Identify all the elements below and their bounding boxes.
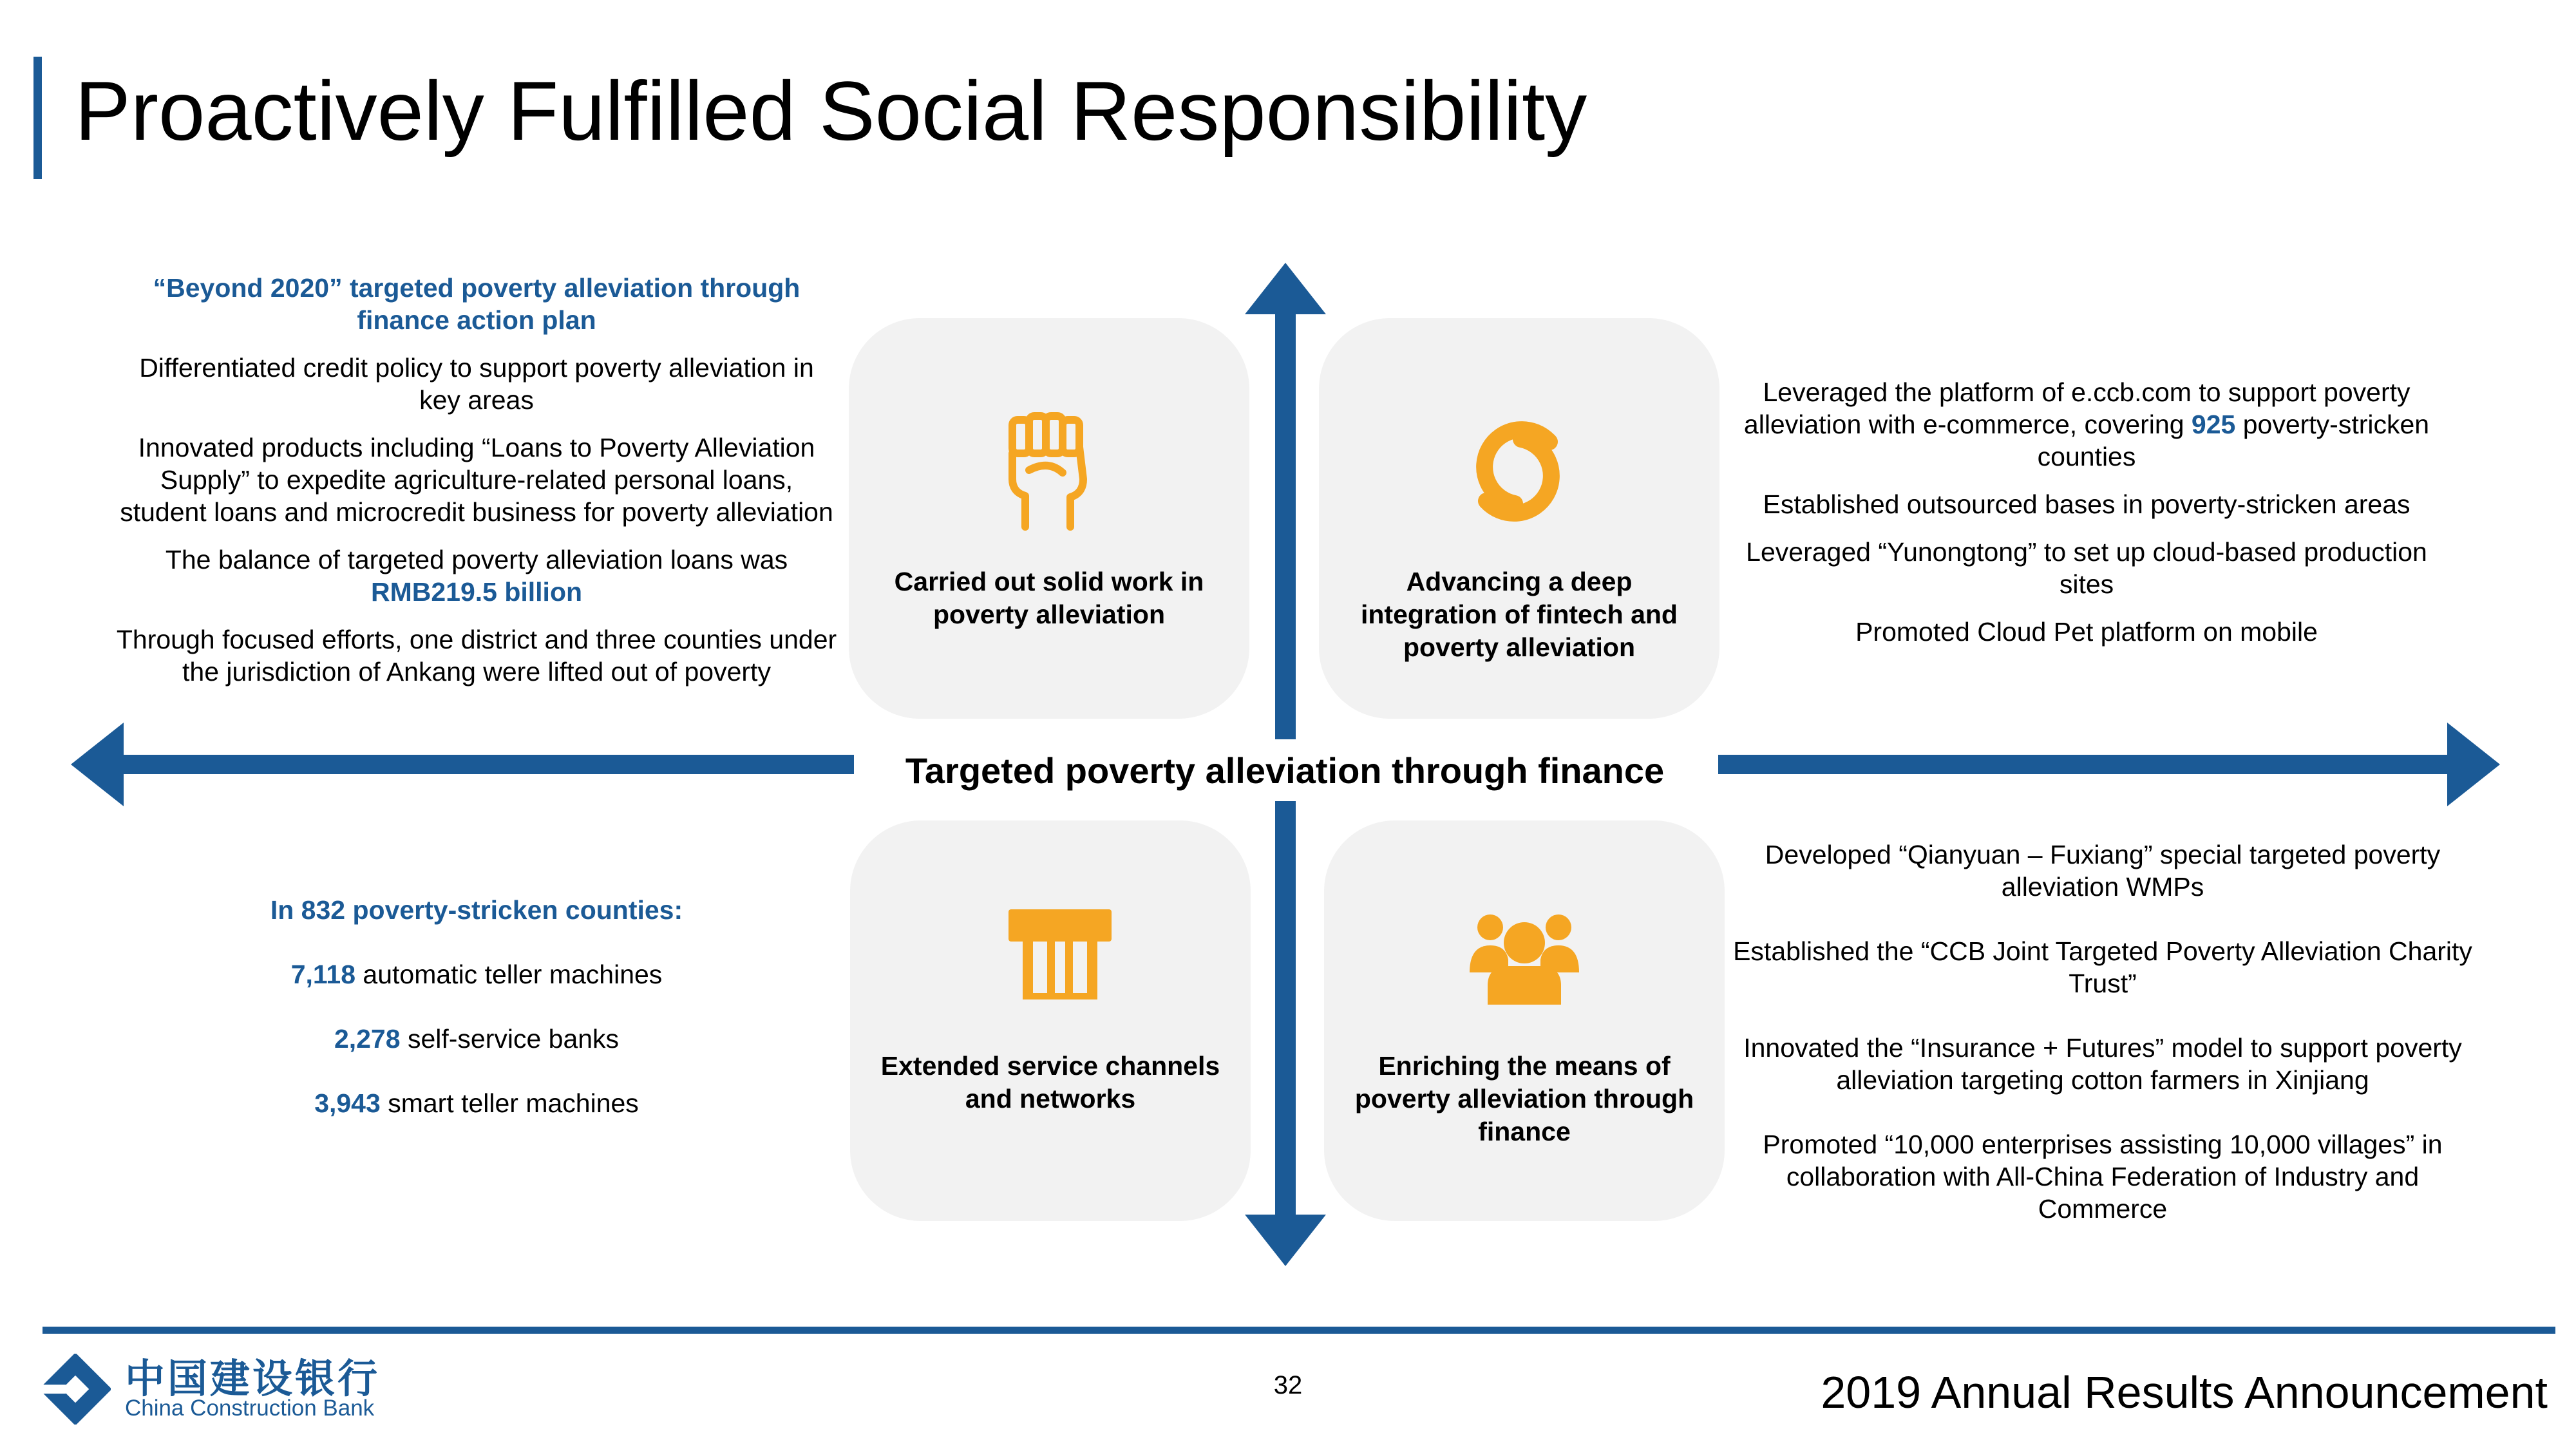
br-item-4: Promoted “10,000 enterprises assisting 10,000 villages” in collaboration with All-China Federation of Industry and Commerce [1763,1130,2443,1224]
group-icon [1470,908,1579,1005]
tr-item-1-pre: Leveraged the platform of e.ccb.com to support poverty alleviation with e-commerce, covering [1743,377,2410,439]
logo-chinese-name: 中国建设银行 [125,1355,381,1402]
bl-stm-value: 3,943 [314,1088,381,1118]
card-tl-label: Carried out solid work in poverty alleviation [894,567,1204,629]
tr-item-2: Established outsourced bases in poverty-stricken areas [1763,489,2410,519]
card-tr-label: Advancing a deep integration of fintech and poverty alleviation [1361,567,1678,662]
fist-icon [1003,408,1094,531]
tr-item-4: Promoted Cloud Pet platform on mobile [1855,617,2318,647]
ccb-logo-icon [40,1354,111,1425]
tr-item-3: Leveraged “Yunongtong” to set up cloud-based production sites [1746,537,2427,599]
page-number: 32 [1273,1371,1303,1399]
arrow-up-icon [1245,263,1326,739]
card-service-channels [850,820,1251,1221]
center-label: Targeted poverty alleviation through finance [905,750,1665,791]
tr-item-1-highlight: 925 [2191,410,2236,439]
bl-ssb-line [206,1023,747,1055]
tl-heading: “Beyond 2020” targeted poverty alleviation through finance action plan [153,273,800,335]
tl-item-1: Differentiated credit policy to support poverty alleviation in key areas [139,353,814,415]
atm-icon [1009,909,1112,999]
bottom-left-text-block [206,894,747,1151]
top-right-text-block [1732,376,2441,663]
logo-english-name: China Construction Bank [125,1396,375,1421]
tl-item-2: Innovated products including “Loans to Poverty Alleviation Supply” to expedite agriculture-related personal loans, student loans and microcredit business for poverty alleviation [120,433,833,527]
tl-item-3 [116,544,837,608]
tr-item-1 [1732,376,2441,473]
top-left-text-block [116,272,837,703]
arrow-left-icon [71,723,854,806]
tl-item-3-text: The balance of targeted poverty alleviation loans was [165,545,788,574]
page-title: Proactively Fulfilled Social Responsibility [75,64,1587,158]
card-bl-label: Extended service channels and networks [880,1051,1220,1113]
tl-item-3-highlight: RMB219.5 billion [370,577,583,607]
card-fintech-integration [1319,318,1719,719]
bl-stm-line [206,1087,747,1119]
bl-heading: In 832 poverty-stricken counties: [270,895,683,925]
bl-atm-value: 7,118 [290,960,356,989]
bl-atm-line [206,958,747,990]
linked-rings-icon [1453,407,1582,536]
report-title: 2019 Annual Results Announcement [1821,1367,2548,1417]
footer-divider [43,1327,2555,1334]
card-poverty-alleviation-work [849,318,1249,719]
card-br-label: Enriching the means of poverty alleviation through finance [1354,1051,1694,1146]
br-item-3: Innovated the “Insurance + Futures” model to support poverty alleviation targeting cotton farmers in Xinjiang [1743,1033,2462,1095]
bl-atm-label: automatic teller machines [355,960,663,989]
br-item-1: Developed “Qianyuan – Fuxiang” special targeted poverty alleviation WMPs [1765,840,2441,902]
card-finance-means [1324,820,1725,1221]
tr-item-1-post: poverty-stricken counties [2037,410,2430,471]
arrow-down-icon [1245,801,1326,1266]
bl-ssb-value: 2,278 [334,1024,401,1054]
bl-ssb-label: self-service banks [400,1024,620,1054]
tl-item-4: Through focused efforts, one district and three counties under the jurisdiction of Ankang were lifted out of poverty [116,625,837,687]
arrow-right-icon [1718,723,2500,806]
bl-stm-label: smart teller machines [380,1088,639,1118]
bottom-right-text-block [1732,838,2473,1257]
br-item-2: Established the “CCB Joint Targeted Poverty Alleviation Charity Trust” [1733,936,2472,998]
